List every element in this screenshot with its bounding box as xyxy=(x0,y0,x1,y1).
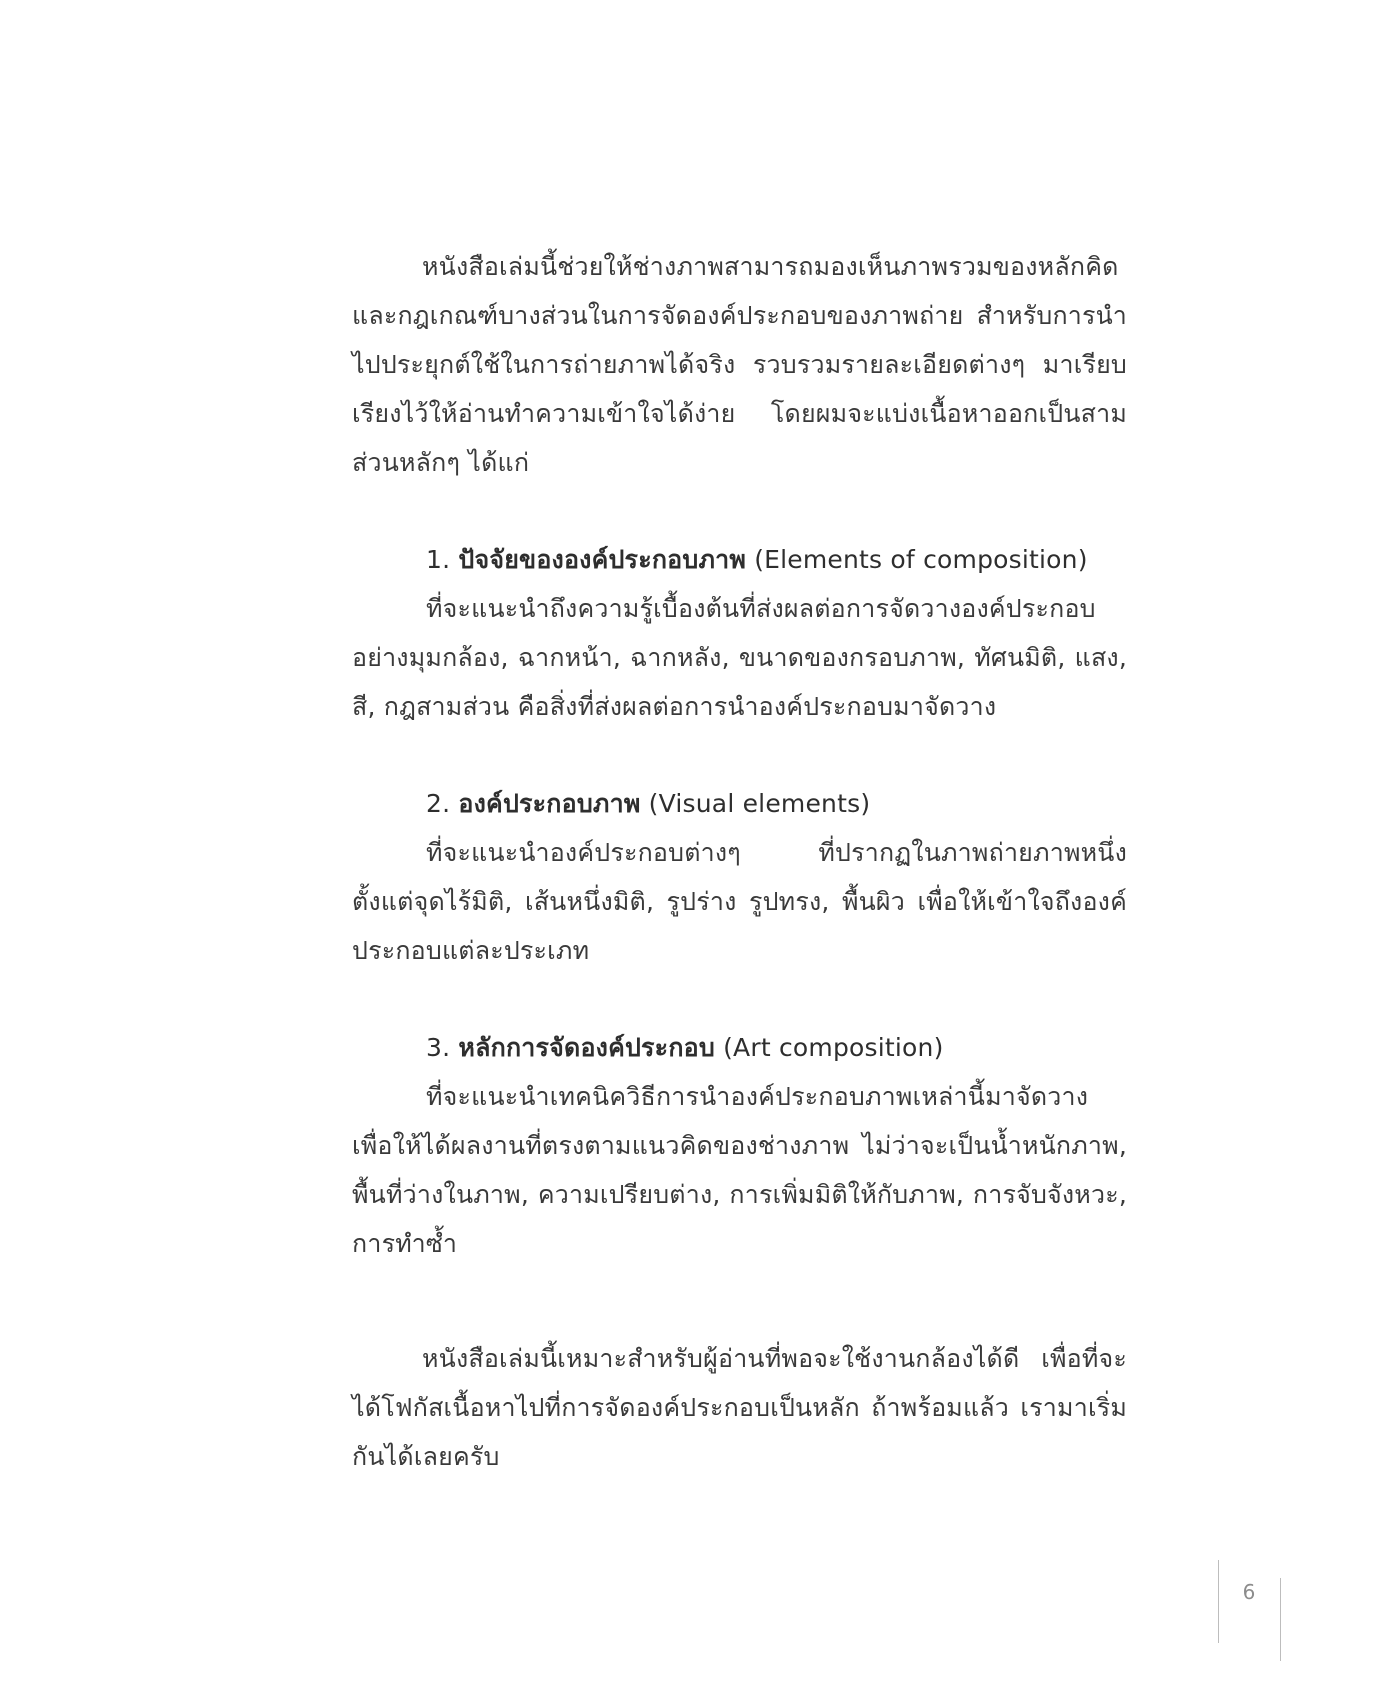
section-number: 3. xyxy=(426,1033,451,1062)
section-heading xyxy=(352,1023,1127,1072)
section-art-composition xyxy=(352,1023,1127,1268)
section-heading xyxy=(352,535,1127,584)
section-number: 1. xyxy=(426,545,451,574)
page-number-divider-left xyxy=(1218,1560,1219,1643)
closing-paragraph: หนังสือเล่มนี้เหมาะสำหรับผู้อ่านที่พอจะใช้งานกล้องได้ดี เพื่อที่จะได้โฟกัสเนื้อหาไปที่การจัดองค์ประกอบเป็นหลัก ถ้าพร้อมแล้ว เรามาเริ่มกันได้เลยครับ xyxy=(352,1344,1127,1471)
page-content xyxy=(352,242,1127,1481)
section-body: ที่จะแนะนำเทคนิควิธีการนำองค์ประกอบภาพเหล่านี้มาจัดวางเพื่อให้ได้ผลงานที่ตรงตามแนวคิดของช่างภาพ ไม่ว่าจะเป็นน้ำหนักภาพ, พื้นที่ว่างในภาพ, ความเปรียบต่าง, การเพิ่มมิติให้กับภาพ, การจับจังหวะ, การทำซ้ำ xyxy=(352,1082,1127,1258)
section-visual-elements xyxy=(352,779,1127,975)
page-number-divider-right xyxy=(1280,1578,1281,1661)
section-title-thai: หลักการจัดองค์ประกอบ xyxy=(458,1033,715,1062)
section-title-thai: องค์ประกอบภาพ xyxy=(458,789,641,818)
section-title-english: (Elements of composition) xyxy=(754,545,1088,574)
section-title-english: (Art composition) xyxy=(723,1033,944,1062)
section-number: 2. xyxy=(426,789,451,818)
section-elements-of-composition xyxy=(352,535,1127,731)
page-number: 6 xyxy=(1242,1580,1256,1604)
section-body: ที่จะแนะนำองค์ประกอบต่างๆ ที่ปรากฏในภาพถ่ายภาพหนึ่ง ตั้งแต่จุดไร้มิติ, เส้นหนึ่งมิติ, รูปร่าง รูปทรง, พื้นผิว เพื่อให้เข้าใจถึงองค์ประกอบแต่ละประเภท xyxy=(352,838,1127,965)
section-body: ที่จะแนะนำถึงความรู้เบื้องต้นที่ส่งผลต่อการจัดวางองค์ประกอบอย่างมุมกล้อง, ฉากหน้า, ฉากหลัง, ขนาดของกรอบภาพ, ทัศนมิติ, แสง, สี, กฎสามส่วน คือสิ่งที่ส่งผลต่อการนำองค์ประกอบมาจัดวาง xyxy=(352,594,1127,721)
section-title-english: (Visual elements) xyxy=(648,789,871,818)
section-title-thai: ปัจจัยขององค์ประกอบภาพ xyxy=(458,545,747,574)
intro-paragraph: หนังสือเล่มนี้ช่วยให้ช่างภาพสามารถมองเห็นภาพรวมของหลักคิดและกฎเกณฑ์บางส่วนในการจัดองค์ประกอบของภาพถ่าย สำหรับการนำไปประยุกต์ใช้ในการถ่ายภาพได้จริง รวบรวมรายละเอียดต่างๆ มาเรียบเรียงไว้ให้อ่านทำความเข้าใจได้ง่าย โดยผมจะแบ่งเนื้อหาออกเป็นสามส่วนหลักๆ ได้แก่ xyxy=(352,252,1127,477)
section-heading xyxy=(352,779,1127,828)
